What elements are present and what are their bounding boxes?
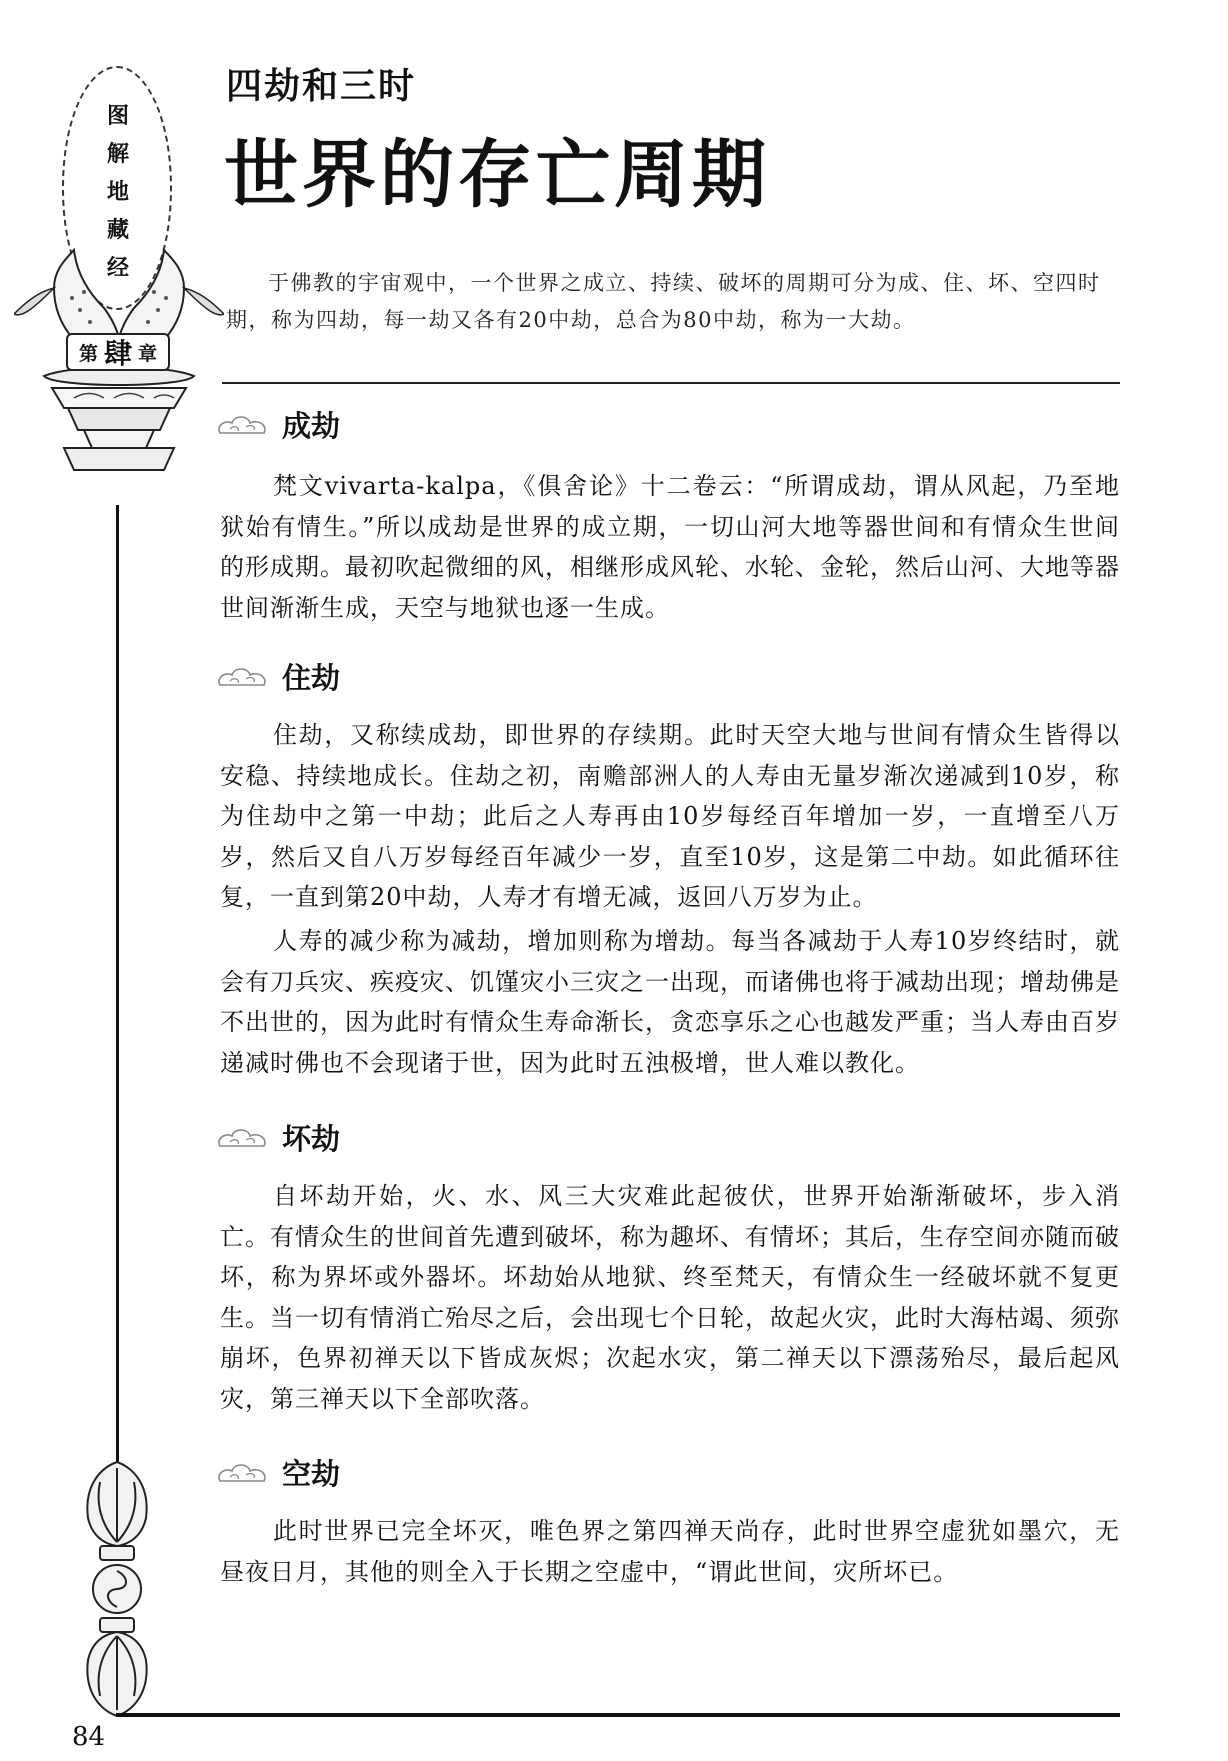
book-title-char: 解 [106,142,129,167]
section-paragraph: 人寿的减少称为减劫，增加则称为增劫。每当各减劫于人寿10岁终结时，就会有刀兵灾、疾疫灾、饥馑灾小三灾之一出现，而诸佛也将于减劫出现；增劫佛是不出世的，因为此时有情众生寿命渐长，贪恋享乐之心也越发严重；当人寿由百岁递减时佛也不会现诸于世，因为此时五浊极增，世人难以教化。 [220,927,1120,1077]
side-vertical-rule [116,505,119,1485]
page-title: 世界的存亡周期 [224,132,770,218]
book-title-char: 经 [106,256,129,281]
chapter-badge [66,333,170,371]
section-heading [214,408,340,444]
chapter-number: 肆 [103,337,132,370]
cloud-icon [214,411,272,441]
footer-rule [116,1713,1120,1717]
section-paragraph: 住劫，又称续成劫，即世界的存续期。此时天空大地与世间有情众生皆得以安稳、持续地成长。住劫之初，南赡部洲人的人寿由无量岁渐次递减到10岁，称为住劫中之第一中劫；此后之人寿再由10岁每经百年增加一岁，一直增至八万岁，然后又自八万岁每经百年减少一岁，直至10岁，这是第二中劫。如此循环往复，一直到第20中劫，人寿才有增无减，返回八万岁为止。 [220,721,1120,911]
intro-paragraph: 于佛教的宇宙观中，一个世界之成立、持续、破坏的周期可分为成、住、坏、空四时期，称为四劫，每一劫又各有20中劫，总合为80中劫，称为一大劫。 [226,271,1101,332]
cloud-icon [214,663,272,693]
chapter-prefix: 第 [78,342,98,365]
vajra-ornament [70,1458,164,1720]
section-paragraph: 自坏劫开始，火、水、风三大灾难此起彼伏，世界开始渐渐破坏，步入消亡。有情众生的世间首先遭到破坏，称为趣坏、有情坏；其后，生存空间亦随而破坏，称为界坏或外器坏。坏劫始从地狱、终至梵天，有情众生一经破坏就不复更生。当一切有情消亡殆尽之后，会出现七个日轮，故起火灾，此时大海枯竭、须弥崩坏，色界初禅天以下皆成灰烬；次起水灾，第二禅天以下漂荡殆尽，最后起风灾，第三禅天以下全部吹落。 [220,1182,1120,1413]
section-title: 成劫 [282,409,341,443]
section-paragraph: 梵文vivarta-kalpa，《俱舍论》十二卷云：“所谓成劫，谓从风起，乃至地狱始有情生。”所以成劫是世界的成立期，一切山河大地等器世间和有情众生世间的形成期。最初吹起微细的风，相继形成风轮、水轮、金轮，然后山河、大地等器世间渐渐生成，天空与地狱也逐一生成。 [220,472,1120,622]
section-paragraph: 此时世界已完全坏灭，唯色界之第四禅天尚存，此时世界空虚犹如墨穴，无昼夜日月，其他的则全入于长期之空虚中，“谓此世间，灾所坏已。 [220,1517,1120,1586]
section-title: 坏劫 [282,1122,341,1156]
cloud-icon [214,1124,272,1154]
section-heading [214,1456,340,1492]
section-title: 空劫 [282,1457,341,1491]
cloud-icon [214,1459,272,1489]
page-number: 84 [72,1722,106,1752]
book-title-char: 藏 [106,218,129,243]
section-title: 住劫 [282,661,341,695]
section-heading [214,660,340,696]
book-title-char: 图 [106,104,129,129]
header-divider [222,382,1120,384]
page-subtitle: 四劫和三时 [226,65,417,107]
section-heading [214,1121,340,1157]
chapter-suffix: 章 [138,342,158,365]
book-title-char: 地 [106,180,129,205]
